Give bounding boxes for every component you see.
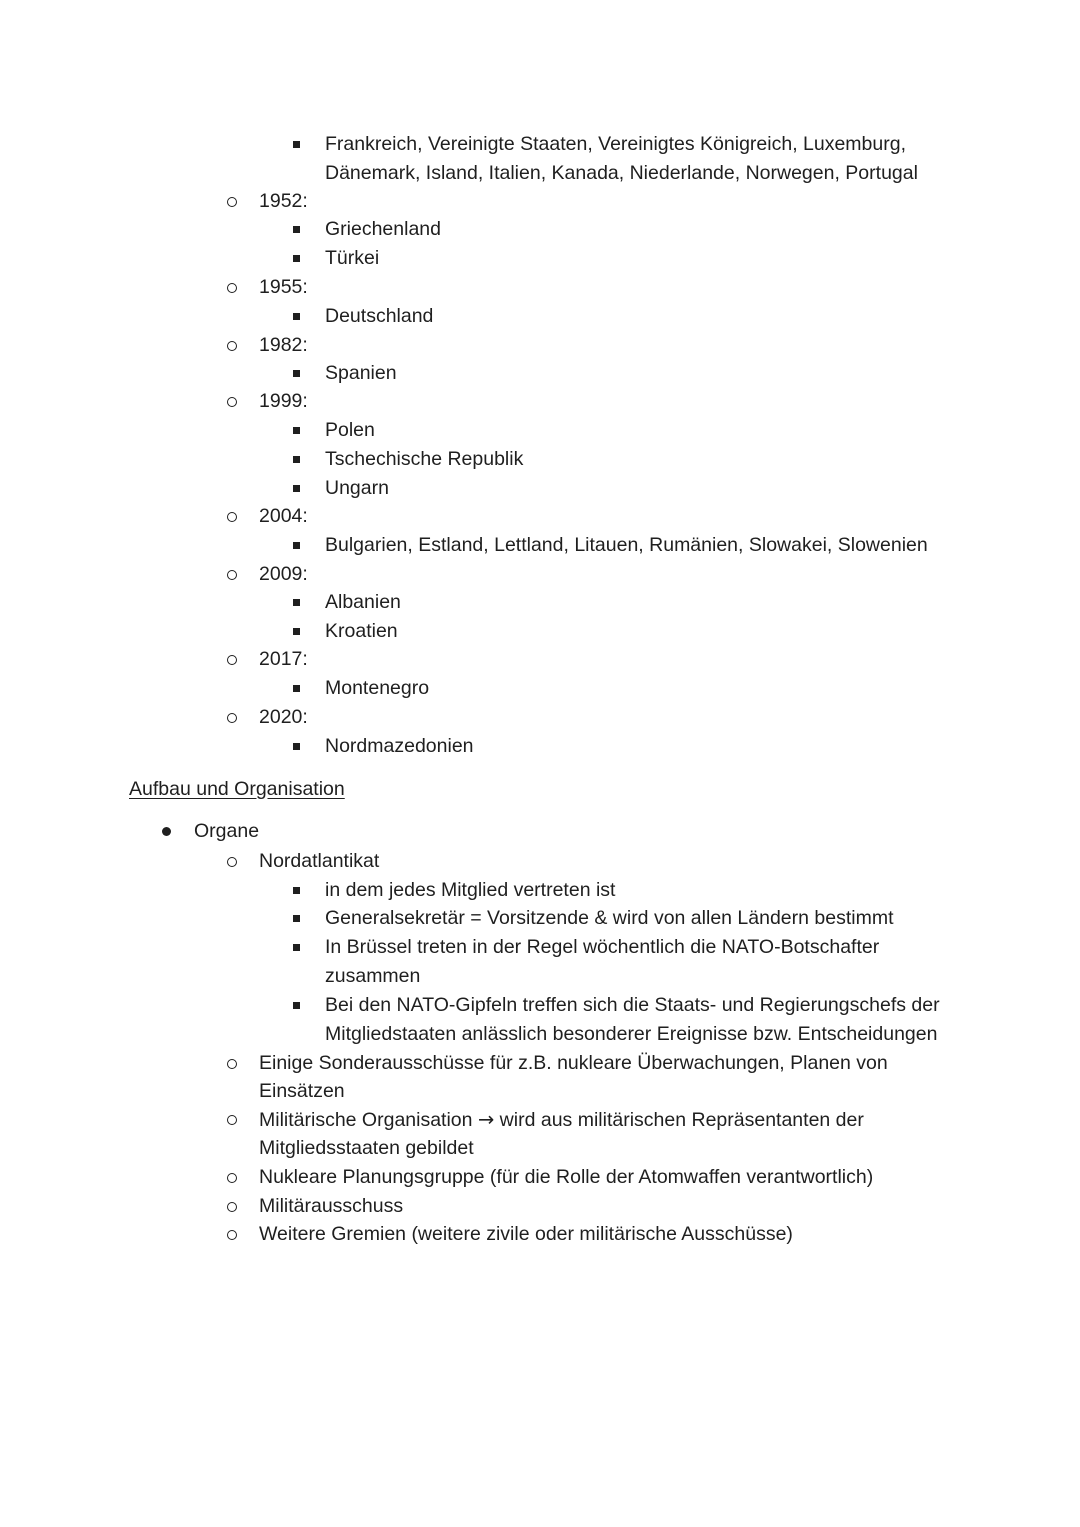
year-2017: 2017: bbox=[259, 648, 308, 670]
country-item: Griechenland bbox=[325, 218, 441, 240]
year-2004: 2004: bbox=[259, 505, 308, 527]
organe-label: Organe bbox=[194, 820, 260, 842]
circle-bullet-icon bbox=[226, 1105, 240, 1134]
circle-bullet-icon bbox=[226, 1220, 240, 1249]
circle-bullet-icon bbox=[226, 187, 240, 216]
square-bullet-icon bbox=[293, 991, 303, 1020]
disc-bullet-icon bbox=[162, 817, 172, 846]
country-item: Montenegro bbox=[325, 677, 430, 699]
sonderausschuesse-line-1: Einige Sonderausschüsse für z.B. nukleare Überwachungen, Planen von bbox=[259, 1052, 888, 1074]
founding-members-line-1: Frankreich, Vereinigte Staaten, Vereinigtes Königreich, Luxemburg, bbox=[325, 133, 907, 155]
militaerische-organisation-line-1 bbox=[259, 1105, 864, 1135]
nukleare-planungsgruppe: Nukleare Planungsgruppe (für die Rolle der Atomwaffen verantwortlich) bbox=[259, 1166, 874, 1188]
nordatlantikat-point-continued: zusammen bbox=[325, 965, 421, 987]
square-bullet-icon bbox=[293, 732, 303, 761]
nordatlantikat-title: Nordatlantikat bbox=[259, 850, 380, 872]
square-bullet-icon bbox=[293, 904, 303, 933]
circle-bullet-icon bbox=[226, 331, 240, 360]
country-item: Bulgarien, Estland, Lettland, Litauen, Rumänien, Slowakei, Slowenien bbox=[325, 534, 928, 556]
circle-bullet-icon bbox=[226, 847, 240, 876]
country-item: Türkei bbox=[325, 247, 380, 269]
square-bullet-icon bbox=[293, 617, 303, 646]
circle-bullet-icon bbox=[226, 387, 240, 416]
square-bullet-icon bbox=[293, 359, 303, 388]
year-2020: 2020: bbox=[259, 706, 308, 728]
circle-bullet-icon bbox=[226, 1049, 240, 1078]
year-1955: 1955: bbox=[259, 276, 308, 298]
square-bullet-icon bbox=[293, 876, 303, 905]
square-bullet-icon bbox=[293, 416, 303, 445]
square-bullet-icon bbox=[293, 130, 303, 159]
square-bullet-icon bbox=[293, 674, 303, 703]
nordatlantikat-point: Generalsekretär = Vorsitzende & wird von allen Ländern bestimmt bbox=[325, 907, 894, 929]
country-item: Kroatien bbox=[325, 620, 398, 642]
circle-bullet-icon bbox=[226, 1192, 240, 1221]
square-bullet-icon bbox=[293, 588, 303, 617]
year-1982: 1982: bbox=[259, 334, 308, 356]
country-item: Deutschland bbox=[325, 305, 434, 327]
square-bullet-icon bbox=[293, 933, 303, 962]
militaerausschuss: Militärausschuss bbox=[259, 1195, 404, 1217]
circle-bullet-icon bbox=[226, 1163, 240, 1192]
weitere-gremien: Weitere Gremien (weitere zivile oder militärische Ausschüsse) bbox=[259, 1223, 793, 1245]
year-1999: 1999: bbox=[259, 390, 308, 412]
country-item: Albanien bbox=[325, 591, 401, 613]
right-arrow-icon: → bbox=[477, 1108, 495, 1131]
nordatlantikat-point-continued: Mitgliedstaaten anlässlich besonderer Ereignisse bzw. Entscheidungen bbox=[325, 1023, 938, 1045]
militaerische-organisation-text: Militärische Organisation bbox=[259, 1109, 478, 1131]
square-bullet-icon bbox=[293, 244, 303, 273]
militaerische-organisation-line-2: Mitgliedsstaaten gebildet bbox=[259, 1137, 474, 1159]
country-item: Polen bbox=[325, 419, 375, 441]
militaerische-organisation-text: wird aus militärischen Repräsentanten der bbox=[494, 1109, 864, 1131]
square-bullet-icon bbox=[293, 531, 303, 560]
country-item: Spanien bbox=[325, 362, 397, 384]
country-item: Ungarn bbox=[325, 477, 389, 499]
circle-bullet-icon bbox=[226, 703, 240, 732]
square-bullet-icon bbox=[293, 445, 303, 474]
circle-bullet-icon bbox=[226, 502, 240, 531]
country-item: Nordmazedonien bbox=[325, 735, 474, 757]
nordatlantikat-point: in dem jedes Mitglied vertreten ist bbox=[325, 879, 616, 901]
circle-bullet-icon bbox=[226, 645, 240, 674]
year-2009: 2009: bbox=[259, 563, 308, 585]
circle-bullet-icon bbox=[226, 273, 240, 302]
section-heading: Aufbau und Organisation bbox=[129, 778, 345, 800]
country-item: Tschechische Republik bbox=[325, 448, 524, 470]
circle-bullet-icon bbox=[226, 560, 240, 589]
founding-members-line-2: Dänemark, Island, Italien, Kanada, Niederlande, Norwegen, Portugal bbox=[325, 162, 918, 184]
square-bullet-icon bbox=[293, 474, 303, 503]
nordatlantikat-point: Bei den NATO-Gipfeln treffen sich die Staats- und Regierungschefs der bbox=[325, 994, 940, 1016]
sonderausschuesse-line-2: Einsätzen bbox=[259, 1080, 345, 1102]
nordatlantikat-point: In Brüssel treten in der Regel wöchentlich die NATO-Botschafter bbox=[325, 936, 880, 958]
year-1952: 1952: bbox=[259, 190, 308, 212]
square-bullet-icon bbox=[293, 302, 303, 331]
square-bullet-icon bbox=[293, 215, 303, 244]
